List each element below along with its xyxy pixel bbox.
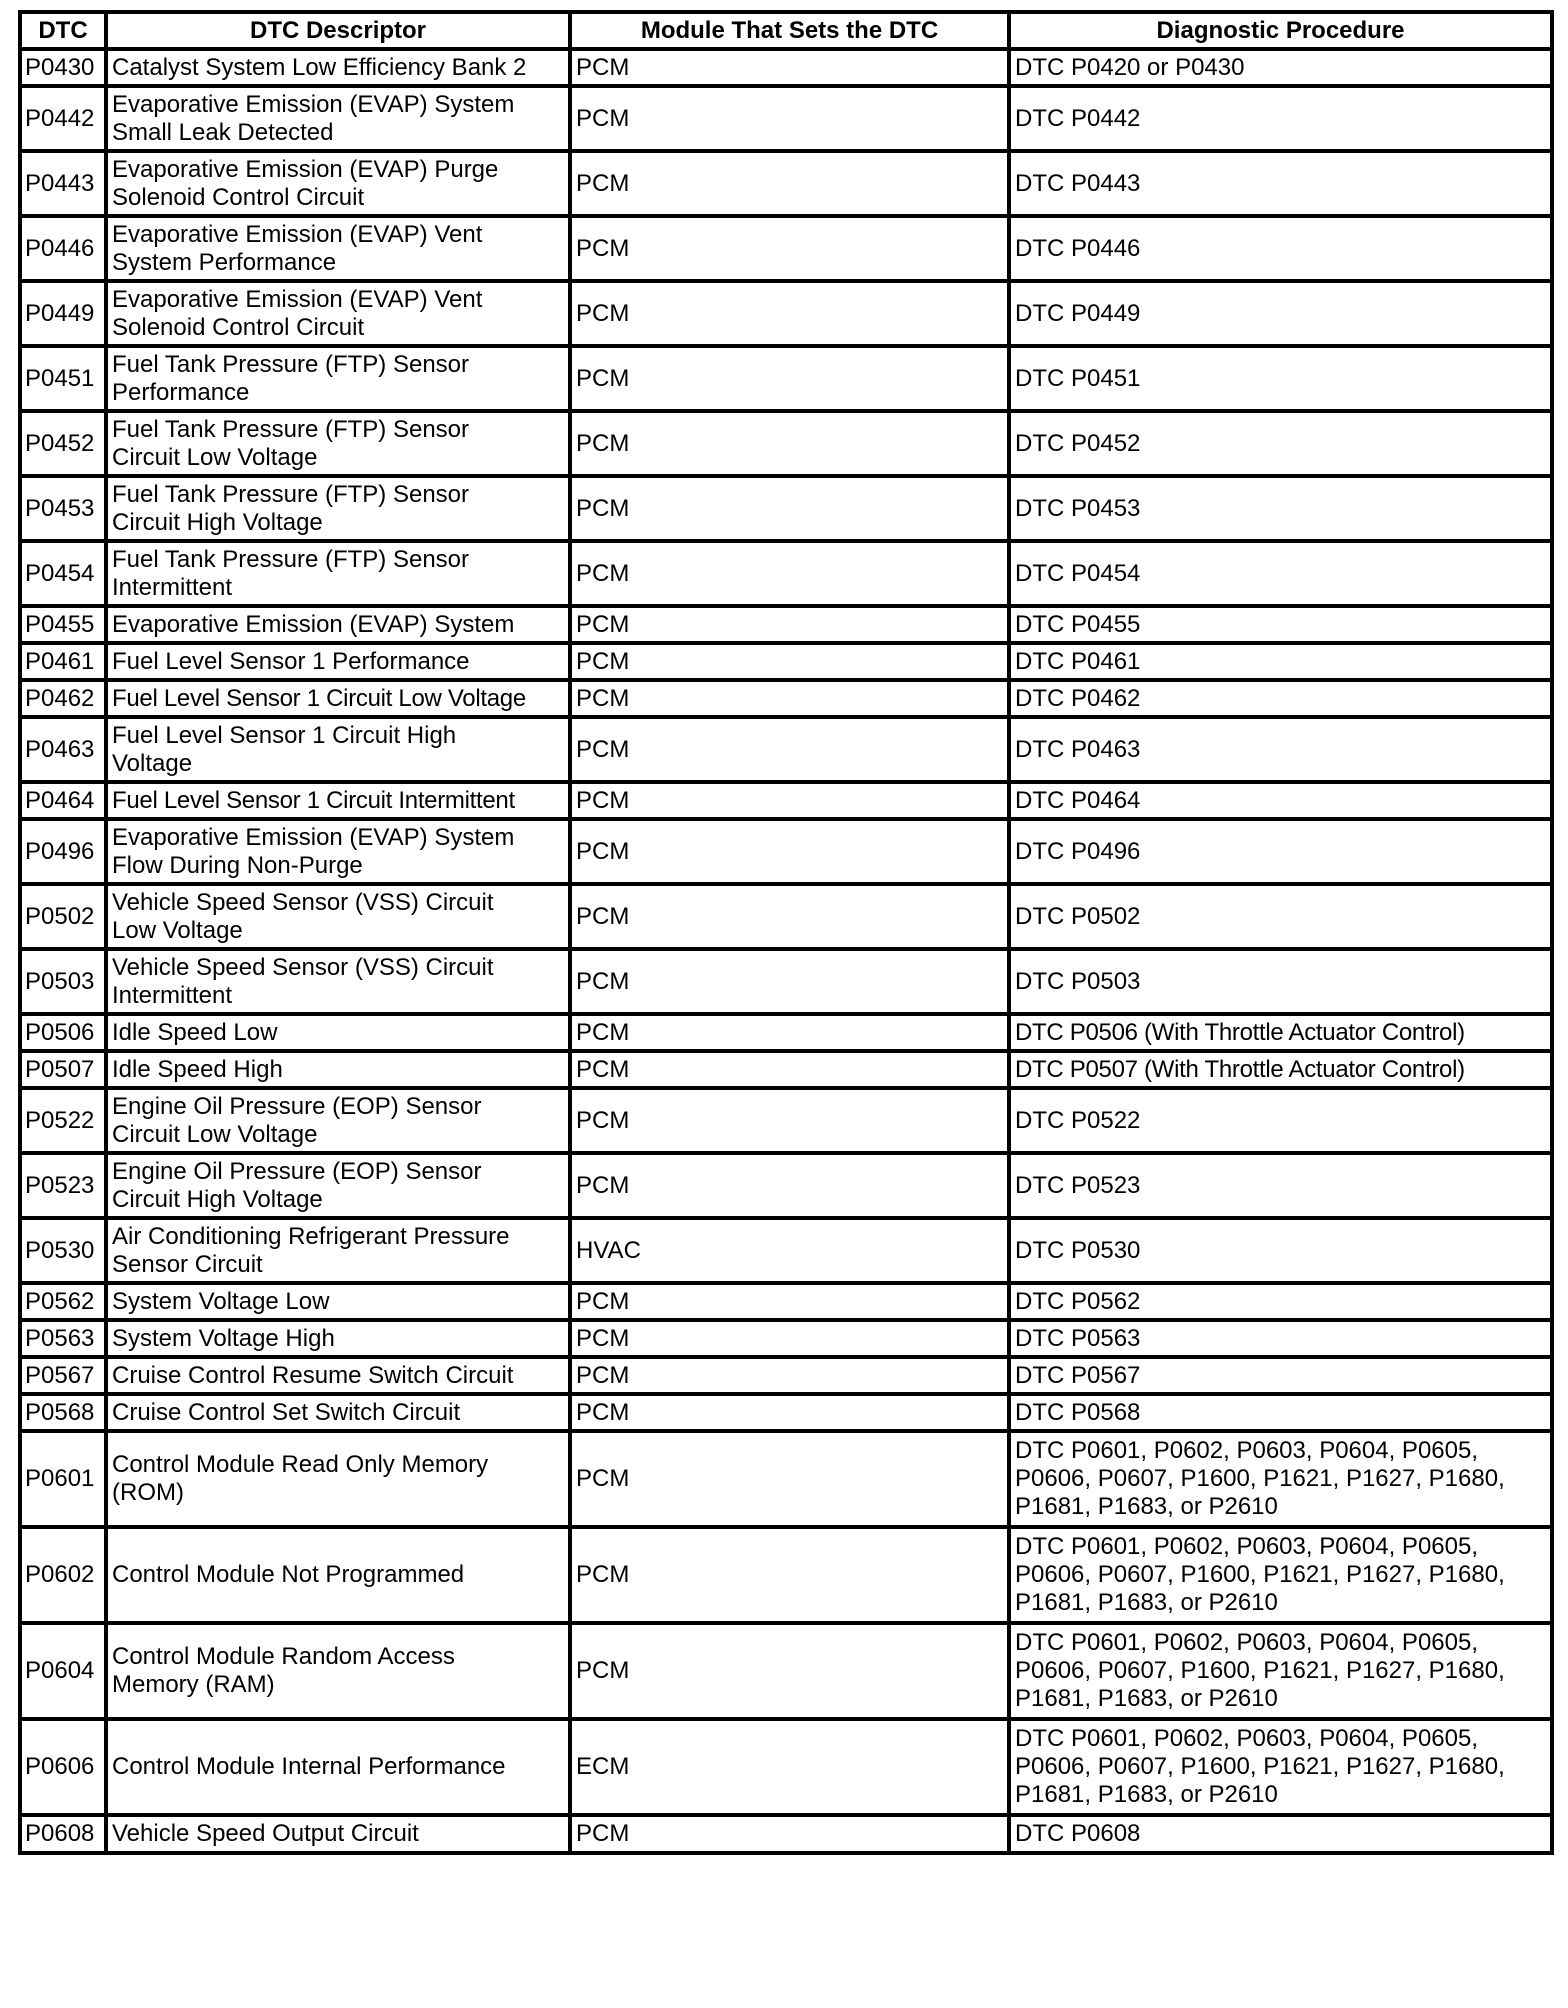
dtc-descriptor: Vehicle Speed Sensor (VSS) Circuit Low Voltage [106, 884, 570, 949]
dtc-module: PCM [570, 281, 1009, 346]
dtc-descriptor: System Voltage Low [106, 1283, 570, 1320]
dtc-procedure: DTC P0455 [1009, 606, 1552, 643]
dtc-code: P0604 [20, 1623, 106, 1719]
dtc-descriptor: Evaporative Emission (EVAP) Vent System Performance [106, 216, 570, 281]
dtc-procedure: DTC P0608 [1009, 1815, 1552, 1853]
dtc-module: PCM [570, 1320, 1009, 1357]
dtc-descriptor: Evaporative Emission (EVAP) System Small Leak Detected [106, 86, 570, 151]
table-row [20, 782, 1552, 819]
dtc-descriptor: Control Module Internal Performance [106, 1719, 570, 1815]
dtc-procedure: DTC P0563 [1009, 1320, 1552, 1357]
dtc-procedure: DTC P0452 [1009, 411, 1552, 476]
table-row [20, 346, 1552, 411]
dtc-procedure: DTC P0451 [1009, 346, 1552, 411]
dtc-procedure: DTC P0443 [1009, 151, 1552, 216]
dtc-code: P0455 [20, 606, 106, 643]
dtc-code: P0506 [20, 1014, 106, 1051]
dtc-code: P0451 [20, 346, 106, 411]
dtc-procedure: DTC P0446 [1009, 216, 1552, 281]
dtc-module: PCM [570, 1283, 1009, 1320]
dtc-code: P0563 [20, 1320, 106, 1357]
header-diagnostic-procedure: Diagnostic Procedure [1009, 12, 1552, 49]
dtc-code: P0507 [20, 1051, 106, 1088]
dtc-procedure: DTC P0506 (With Throttle Actuator Control) [1009, 1014, 1552, 1051]
dtc-table [18, 10, 1554, 1855]
dtc-code: P0496 [20, 819, 106, 884]
table-row [20, 1719, 1552, 1815]
table-row [20, 411, 1552, 476]
table-row [20, 216, 1552, 281]
dtc-descriptor: Evaporative Emission (EVAP) System Flow During Non-Purge [106, 819, 570, 884]
dtc-descriptor: Control Module Read Only Memory (ROM) [106, 1431, 570, 1527]
table-row [20, 1431, 1552, 1527]
dtc-code: P0568 [20, 1394, 106, 1431]
dtc-code: P0608 [20, 1815, 106, 1853]
dtc-procedure: DTC P0454 [1009, 541, 1552, 606]
table-row [20, 1527, 1552, 1623]
table-row [20, 1815, 1552, 1853]
dtc-code: P0567 [20, 1357, 106, 1394]
table-header-row [20, 12, 1552, 49]
dtc-code: P0463 [20, 717, 106, 782]
dtc-module: PCM [570, 49, 1009, 86]
table-row [20, 884, 1552, 949]
table-row [20, 643, 1552, 680]
dtc-procedure: DTC P0601, P0602, P0603, P0604, P0605, P0606, P0607, P1600, P1621, P1627, P1680, P1681, P1683, or P2610 [1009, 1527, 1552, 1623]
dtc-descriptor: Engine Oil Pressure (EOP) Sensor Circuit Low Voltage [106, 1088, 570, 1153]
dtc-module: PCM [570, 643, 1009, 680]
header-module: Module That Sets the DTC [570, 12, 1009, 49]
dtc-module: PCM [570, 680, 1009, 717]
dtc-module: PCM [570, 606, 1009, 643]
dtc-module: PCM [570, 782, 1009, 819]
dtc-module: PCM [570, 151, 1009, 216]
dtc-procedure: DTC P0601, P0602, P0603, P0604, P0605, P0606, P0607, P1600, P1621, P1627, P1680, P1681, P1683, or P2610 [1009, 1719, 1552, 1815]
dtc-procedure: DTC P0601, P0602, P0603, P0604, P0605, P0606, P0607, P1600, P1621, P1627, P1680, P1681, P1683, or P2610 [1009, 1431, 1552, 1527]
dtc-module: PCM [570, 1153, 1009, 1218]
dtc-module: PCM [570, 411, 1009, 476]
dtc-descriptor: Vehicle Speed Sensor (VSS) Circuit Intermittent [106, 949, 570, 1014]
dtc-descriptor: Fuel Level Sensor 1 Performance [106, 643, 570, 680]
dtc-descriptor: Cruise Control Resume Switch Circuit [106, 1357, 570, 1394]
dtc-descriptor: Fuel Level Sensor 1 Circuit Low Voltage [106, 680, 570, 717]
dtc-procedure: DTC P0461 [1009, 643, 1552, 680]
table-row [20, 949, 1552, 1014]
table-row [20, 49, 1552, 86]
table-row [20, 1088, 1552, 1153]
dtc-procedure: DTC P0496 [1009, 819, 1552, 884]
dtc-descriptor: Evaporative Emission (EVAP) Vent Solenoid Control Circuit [106, 281, 570, 346]
dtc-descriptor: Control Module Not Programmed [106, 1527, 570, 1623]
dtc-code: P0464 [20, 782, 106, 819]
dtc-procedure: DTC P0503 [1009, 949, 1552, 1014]
dtc-module: PCM [570, 819, 1009, 884]
table-row [20, 541, 1552, 606]
dtc-procedure: DTC P0502 [1009, 884, 1552, 949]
dtc-module: PCM [570, 1014, 1009, 1051]
dtc-descriptor: Idle Speed Low [106, 1014, 570, 1051]
dtc-code: P0562 [20, 1283, 106, 1320]
dtc-code: P0446 [20, 216, 106, 281]
dtc-descriptor: Fuel Tank Pressure (FTP) Sensor Performance [106, 346, 570, 411]
table-row [20, 1014, 1552, 1051]
dtc-module: PCM [570, 1431, 1009, 1527]
dtc-procedure: DTC P0453 [1009, 476, 1552, 541]
table-row [20, 1623, 1552, 1719]
dtc-module: PCM [570, 1088, 1009, 1153]
dtc-descriptor: Catalyst System Low Efficiency Bank 2 [106, 49, 570, 86]
dtc-procedure: DTC P0420 or P0430 [1009, 49, 1552, 86]
table-row [20, 1218, 1552, 1283]
dtc-module: PCM [570, 346, 1009, 411]
dtc-module: PCM [570, 1051, 1009, 1088]
dtc-descriptor: System Voltage High [106, 1320, 570, 1357]
dtc-code: P0503 [20, 949, 106, 1014]
table-row [20, 717, 1552, 782]
dtc-descriptor: Engine Oil Pressure (EOP) Sensor Circuit High Voltage [106, 1153, 570, 1218]
table-row [20, 606, 1552, 643]
dtc-descriptor: Fuel Tank Pressure (FTP) Sensor Intermittent [106, 541, 570, 606]
dtc-code: P0530 [20, 1218, 106, 1283]
dtc-descriptor: Control Module Random Access Memory (RAM) [106, 1623, 570, 1719]
dtc-procedure: DTC P0530 [1009, 1218, 1552, 1283]
table-row [20, 680, 1552, 717]
dtc-code: P0442 [20, 86, 106, 151]
dtc-module: PCM [570, 1527, 1009, 1623]
table-row [20, 1051, 1552, 1088]
dtc-descriptor: Evaporative Emission (EVAP) System [106, 606, 570, 643]
dtc-procedure: DTC P0567 [1009, 1357, 1552, 1394]
dtc-code: P0502 [20, 884, 106, 949]
table-row [20, 1357, 1552, 1394]
table-row [20, 476, 1552, 541]
dtc-descriptor: Fuel Tank Pressure (FTP) Sensor Circuit High Voltage [106, 476, 570, 541]
dtc-procedure: DTC P0522 [1009, 1088, 1552, 1153]
dtc-descriptor: Idle Speed High [106, 1051, 570, 1088]
table-row [20, 281, 1552, 346]
dtc-procedure: DTC P0449 [1009, 281, 1552, 346]
dtc-module: PCM [570, 949, 1009, 1014]
table-row [20, 1320, 1552, 1357]
dtc-code: P0452 [20, 411, 106, 476]
dtc-procedure: DTC P0507 (With Throttle Actuator Control) [1009, 1051, 1552, 1088]
dtc-code: P0454 [20, 541, 106, 606]
dtc-code: P0601 [20, 1431, 106, 1527]
dtc-module: PCM [570, 1623, 1009, 1719]
dtc-code: P0461 [20, 643, 106, 680]
dtc-descriptor: Cruise Control Set Switch Circuit [106, 1394, 570, 1431]
dtc-code: P0449 [20, 281, 106, 346]
dtc-module: PCM [570, 216, 1009, 281]
dtc-descriptor: Vehicle Speed Output Circuit [106, 1815, 570, 1853]
table-row [20, 1153, 1552, 1218]
dtc-module: HVAC [570, 1218, 1009, 1283]
dtc-code: P0522 [20, 1088, 106, 1153]
dtc-procedure: DTC P0463 [1009, 717, 1552, 782]
table-row [20, 151, 1552, 216]
dtc-table-container [18, 10, 1550, 1855]
dtc-module: PCM [570, 884, 1009, 949]
dtc-procedure: DTC P0464 [1009, 782, 1552, 819]
dtc-procedure: DTC P0523 [1009, 1153, 1552, 1218]
dtc-code: P0462 [20, 680, 106, 717]
header-dtc-descriptor: DTC Descriptor [106, 12, 570, 49]
dtc-code: P0523 [20, 1153, 106, 1218]
dtc-descriptor: Fuel Level Sensor 1 Circuit High Voltage [106, 717, 570, 782]
dtc-module: PCM [570, 541, 1009, 606]
dtc-code: P0430 [20, 49, 106, 86]
table-row [20, 819, 1552, 884]
table-row [20, 1283, 1552, 1320]
dtc-code: P0443 [20, 151, 106, 216]
dtc-module: PCM [570, 476, 1009, 541]
table-row [20, 86, 1552, 151]
dtc-procedure: DTC P0462 [1009, 680, 1552, 717]
dtc-procedure: DTC P0568 [1009, 1394, 1552, 1431]
dtc-module: PCM [570, 1815, 1009, 1853]
dtc-descriptor: Fuel Tank Pressure (FTP) Sensor Circuit Low Voltage [106, 411, 570, 476]
dtc-code: P0453 [20, 476, 106, 541]
dtc-code: P0606 [20, 1719, 106, 1815]
table-row [20, 1394, 1552, 1431]
dtc-descriptor: Air Conditioning Refrigerant Pressure Sensor Circuit [106, 1218, 570, 1283]
dtc-descriptor: Fuel Level Sensor 1 Circuit Intermittent [106, 782, 570, 819]
dtc-module: PCM [570, 1357, 1009, 1394]
dtc-module: ECM [570, 1719, 1009, 1815]
header-dtc: DTC [20, 12, 106, 49]
dtc-module: PCM [570, 717, 1009, 782]
dtc-procedure: DTC P0601, P0602, P0603, P0604, P0605, P0606, P0607, P1600, P1621, P1627, P1680, P1681, P1683, or P2610 [1009, 1623, 1552, 1719]
dtc-descriptor: Evaporative Emission (EVAP) Purge Solenoid Control Circuit [106, 151, 570, 216]
dtc-code: P0602 [20, 1527, 106, 1623]
dtc-module: PCM [570, 86, 1009, 151]
dtc-procedure: DTC P0442 [1009, 86, 1552, 151]
dtc-procedure: DTC P0562 [1009, 1283, 1552, 1320]
dtc-module: PCM [570, 1394, 1009, 1431]
